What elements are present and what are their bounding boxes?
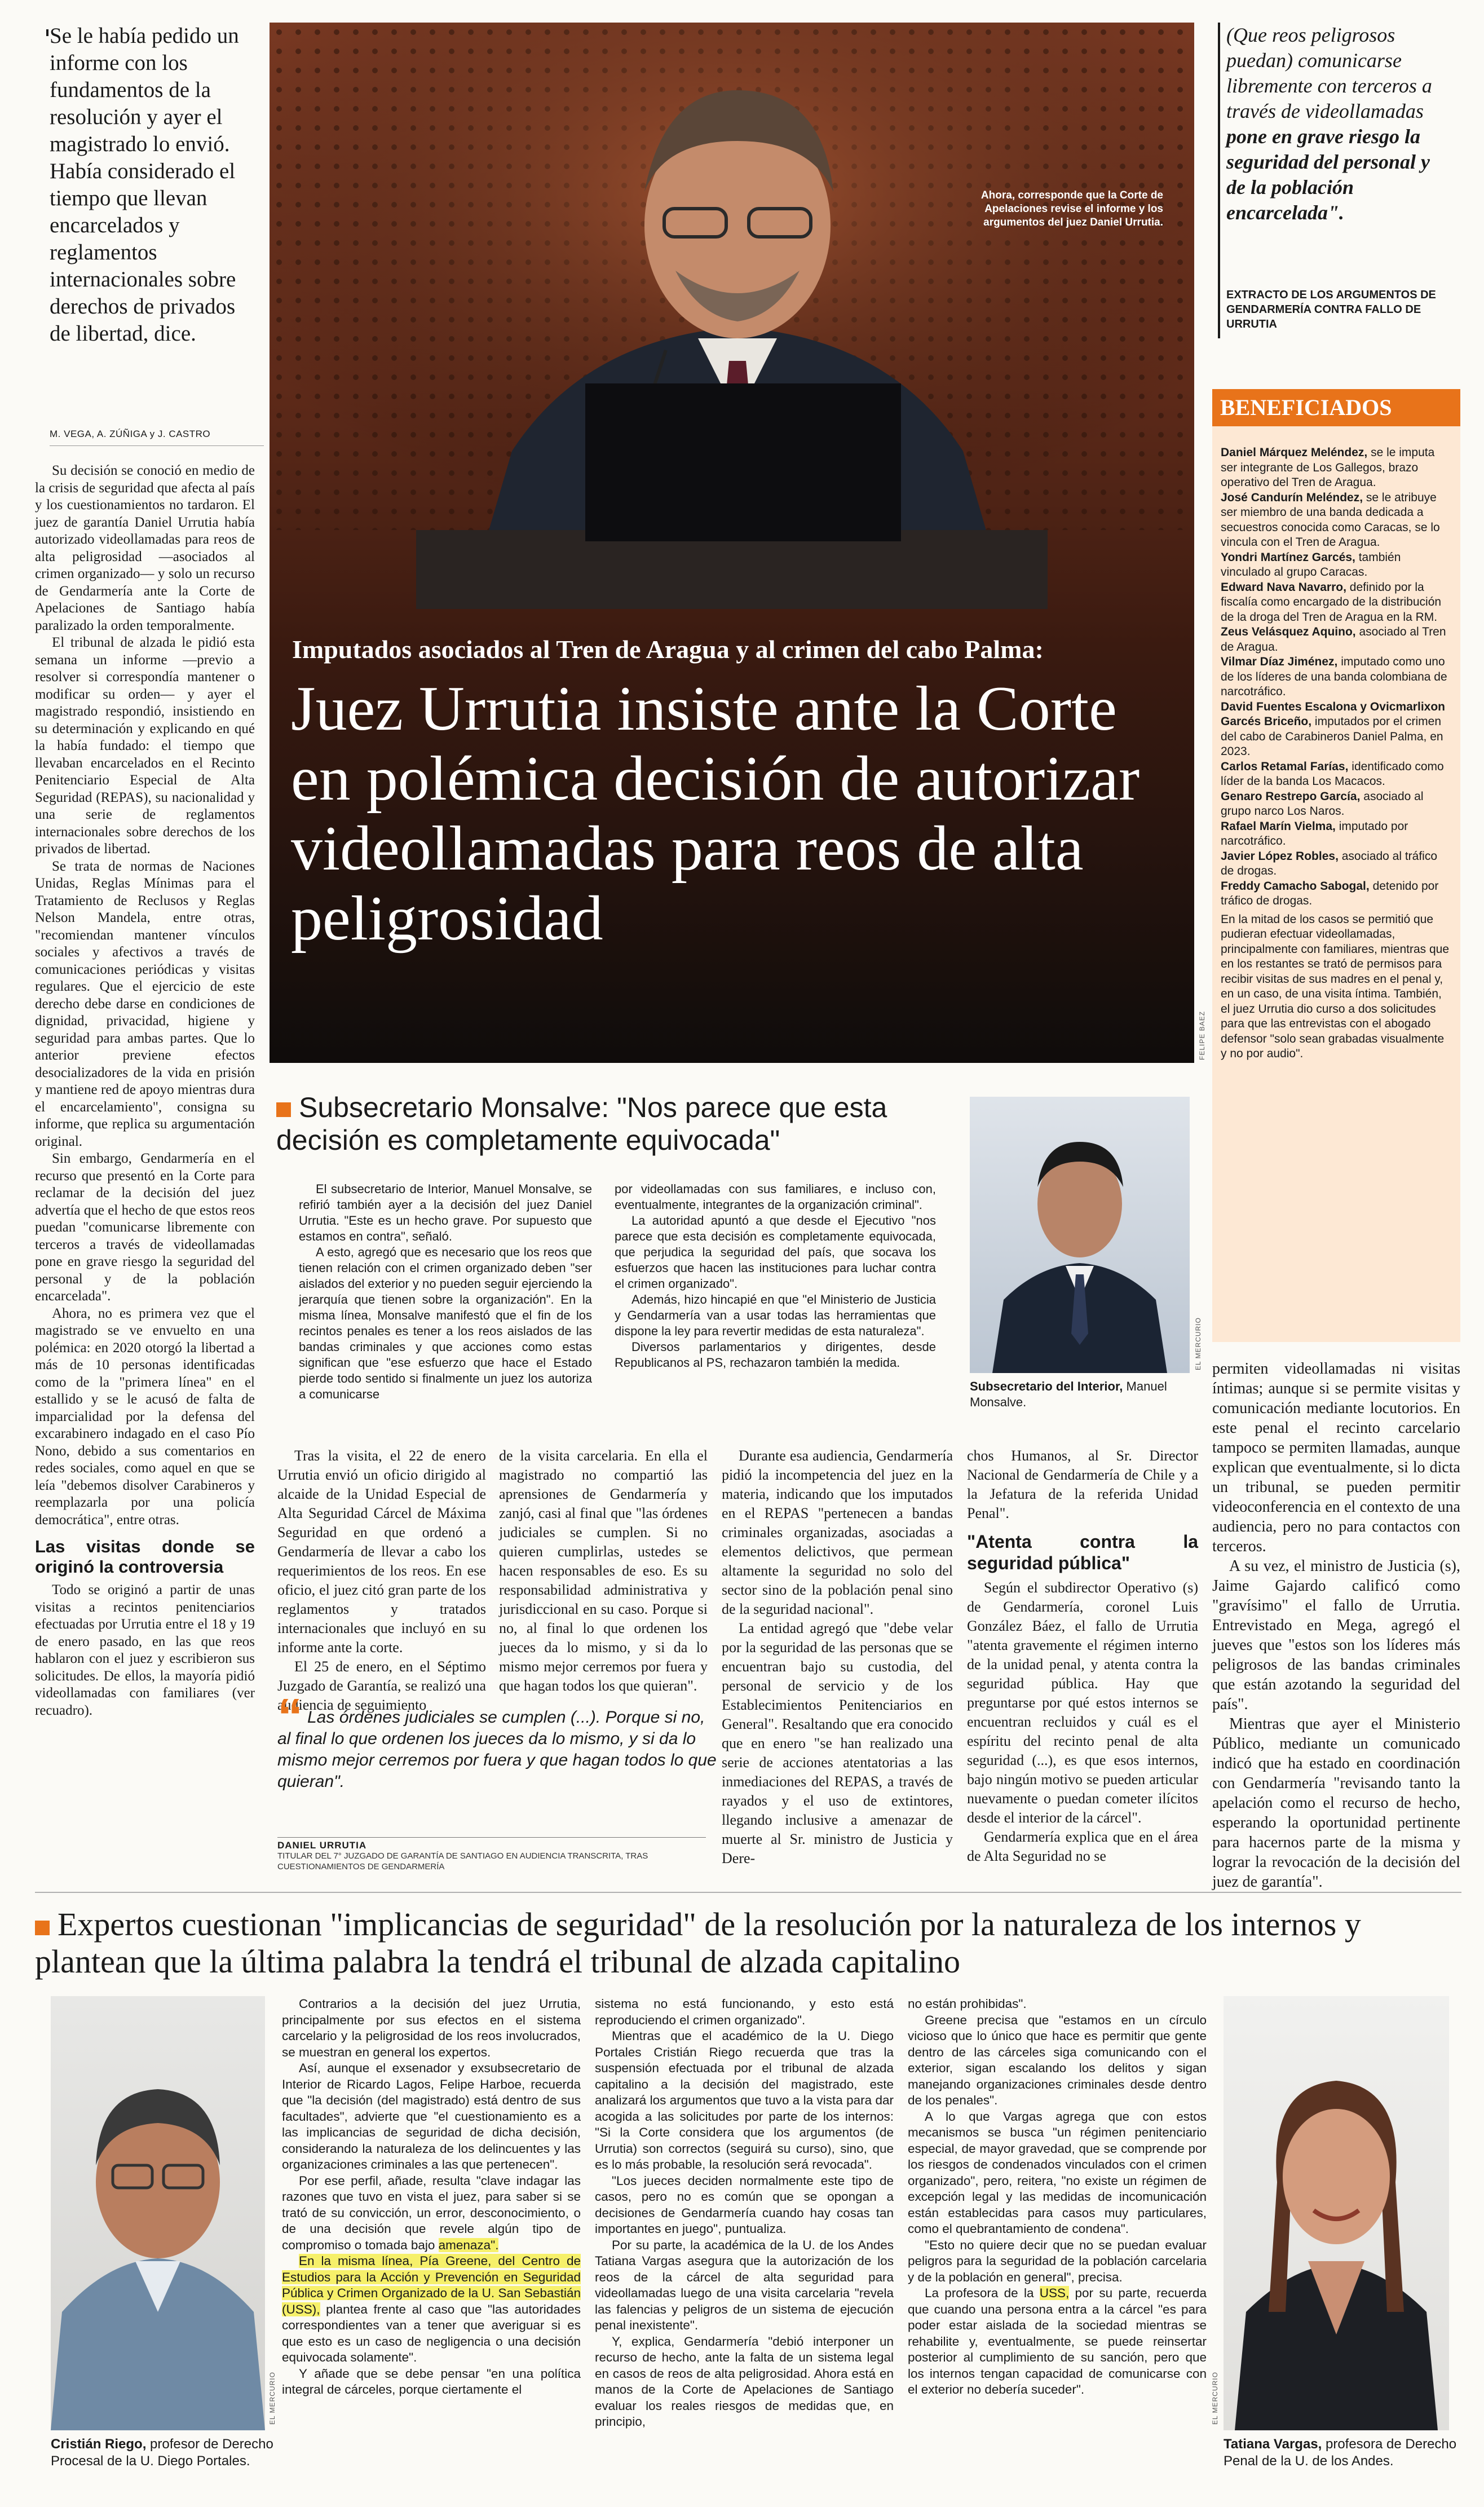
riego-caption: Cristián Riego, profesor de Derecho Procesal de la U. Diego Portales. — [51, 2437, 273, 2469]
left-column: Su decisión se conoció en medio de la crisis de seguridad que afecta al país y los cuestionamientos no tardaron. El juez de garantía Daniel Urrutia había autorizado videollamadas para reos de alta peligrosidad —asociados al crimen organizado— y solo un recurso de Gendarmería ante la Corte de Apelaciones de Santiago había paralizado la orden temporalmente. El tribunal de alzada le pidió esta semana un informe —previo a resolver si correspondía mantener o modificar su orden— y ayer el magistrado respondió, insistiendo en su determinación y explicando en qué la había fundado: el tiempo que llevaban encarcelados en el Recinto Penitenciario Especial de Alta Seguridad (REPAS), su nacionalidad y una serie de reglamentos internacionales sobre derechos de los privados de libertad. Se trata de normas de Naciones Unidas, Reglas Mínimas para el Tratamiento de Reclusos y Reglas Nelson Mandela, entre otras, "recomiendan mantener vínculos sociales y afectivos a través de comunicaciones periódicas y visitas regulares. Que el ejercicio de este derecho debe darse en condiciones de dignidad, privacidad, higiene y seguridad para ambas partes. Que lo anterior previene efectos desocializadores de la vida en prisión y mantiene red de apoyo mientras dura el encarcelamiento", consigna su informe, que replica su argumentación original. Sin embargo, Gendarmería en el recurso que presentó en la Corte para reclamar de la decisión del juez advertía que el hecho de que estos reos puedan "comunicarse libremente con terceros a través de videollamadas pone en grave riesgo la seguridad del personal y de la población encarcelada". Ahora, no es primera vez que el magistrado se ve envuelto en una polémica: en 2020 otorgó la libertad a más de 10 personas identificadas como de la "primera línea" en el estallido y se le acusó de falta de imparcialidad por la defensa del excarabinero indagado en el caso Pío Nono, debido a sus comentarios en redes sociales, como aquel en que se leía "debemos disolver Carabineros y reemplazarla por una policía democrática", entre otras. Las visitas donde se originó la controversia Todo se originó a partir de unas visitas a recintos penitenciarios efectuadas por Urrutia entre el 18 y 19 de enero pasado, en las que reos hablaron con el juez y escribieron sus solicitudes. De ellos, la mayoría pidió videollamadas con familiares (ver recuadro). — [35, 463, 255, 1718]
beneficiado: Javier López Robles, asociado al tráfico de drogas. — [1221, 849, 1438, 877]
beneficiado: Zeus Velásquez Aquino, asociado al Tren de Aragua. — [1221, 625, 1446, 654]
body-colE: permiten videollamadas ni visitas íntimas; aunque si se permite visitas y comunicación mediante locutorios. En este penal el recinto carcelario tampoco se permiten llamadas, aunque explican que eventualmente, si lo dicta un tribunal, se pueden permitir videoconferencia en el contexto de una audiencia, pero no para contactos con terceros. A su vez, el ministro de Justicia (s), Jaime Gajardo calificó como "gravísimo" el fallo de Urrutia. Entrevistado en Mega, agregó el jueves que "estos son los líderes más peligrosos de las bandas criminales que están azotando la seguridad del país". Mientras que ayer el Ministerio Público, mediante un comunicado indicó que ha estado en coordinación con Gendarmería "revisando tanto la apelación como el recurso de hecho, esperando la oportunidad pertinente para hacernos parte de la misma y lograr la revocación de la decisión del juez de garantía". — [1212, 1360, 1460, 1891]
beneficiado: José Candurín Meléndez, se le atribuye ser miembro de una banda dedicada a secuestros conocida como Caracas, se lo vincula con el Tren de Aragua. — [1221, 491, 1440, 549]
monsalve-illustration — [970, 1097, 1190, 1373]
vargas-caption: Tatiana Vargas, profesora de Derecho Penal de la U. de los Andes. — [1224, 2437, 1457, 2469]
monsalve-photo — [970, 1097, 1190, 1373]
riego-illustration — [51, 1996, 265, 2430]
hero-credit: FELIPE BAEZ — [1198, 1010, 1206, 1060]
section-divider — [35, 1892, 1461, 1893]
vargas-illustration — [1224, 1996, 1449, 2430]
beneficiado: Genaro Restrepo García, asociado al grupo narco Los Naros. — [1221, 789, 1424, 818]
pullquote-role: TITULAR DEL 7° JUZGADO DE GARANTÍA DE SANTIAGO EN AUDIENCIA TRANSCRITA, TRAS CUESTIONAMIENTOS DE GENDARMERÍA — [277, 1851, 648, 1872]
quote-mark-icon: “ — [277, 1689, 303, 1745]
experts-col3: no están prohibidas". Greene precisa que "estamos en un círculo vicioso que lo único que hace es permitir que gente dentro de las cárceles siga comunicando con el exterior, sigan escalando los delitos y sigan manejando organizaciones criminales desde dentro de los penales". A lo que Vargas agrega que con estos mecanismos se busca "un régimen penitenciario especial, de mayor gravedad, que se comprende por los riesgos de condenados vinculados con el crimen organizado", pero, reitera, "no existe un régimen de excepción legal y las medidas de incomunicación están establecidas para casos muy particulares, como el quebrantamiento de condena". "Esto no quiere decir que no se puedan evaluar peligros para la seguridad de la población carcelaria y de la población en general", precisa. La profesora de la USS, por su parte, recuerda que cuando una persona entra a la cárcel "es para poder estar aislada de la sociedad mientras se rehabilite y, eventualmente, se puede reinsertar posterior al cumplimiento de su sanción, pero que los internos tengan capacidad de comunicarse con el exterior no debería suceder". — [908, 1997, 1207, 2396]
quote-rule — [1218, 23, 1220, 338]
beneficiado: David Fuentes Escalona y Ovicmarlixon Garcés Briceño, imputados por el crimen del cabo de Carabineros Daniel Palma, en 2023. — [1221, 700, 1445, 758]
beneficiado: Vilmar Díaz Jiménez, imputado como uno de los líderes de una banda colombiana de narcotráfico. — [1221, 655, 1447, 698]
subhead-visitas: Las visitas donde se originó la controversia — [35, 1537, 255, 1577]
byline-rule — [50, 445, 264, 446]
monsalve-credit: EL MERCURIO — [1194, 1317, 1202, 1370]
experts-col2: sistema no está funcionando, y esto está reproduciendo el crimen organizado". Mientras que el académico de la U. Diego Portales Cristián Riego recuerda que tras la suspensión efectuada por el tribunal de alzada capitalino a la decisión del magistrado, este analizará los argumentos que tuvo a la vista para dar acogida a las solicitudes por parte de los internos: "Si la Corte considera que los argumentos (de Urrutia) son correctos (seguirá su curso), sino, que es lo más probable, la resolución será revocada". "Los jueces deciden normalmente este tipo de casos, pero no es común que se opongan a decisiones de Gendarmería cuando hay cosas tan importantes en juego", puntualiza. Por su parte, la académica de la U. de los Andes Tatiana Vargas asegura que la autorización de los reos de la cárcel de alta seguridad para videollamadas luego de una visita carcelaria "revela las falencias y peligros de un sistema de ejecución penal inexistente". Y, explica, Gendarmería "debió interponer un recurso de hecho, ante la falta de un sistema legal en casos de reos de alta peligrosidad. Ahora está en manos de la Corte de Apelaciones de Santiago evaluar los reales riesgos de medidas que, en principio, — [595, 1997, 894, 2429]
byline: M. VEGA, A. ZÚÑIGA y J. CASTRO — [50, 429, 211, 439]
subhead-atenta: "Atenta contra la seguridad pública" — [967, 1531, 1198, 1573]
hero-kicker: Imputados asociados al Tren de Aragua y al crimen del cabo Palma: — [292, 635, 1044, 664]
beneficiado: Daniel Márquez Meléndez, se le imputa ser integrante de Los Gallegos, brazo operativo del Tren de Aragua. — [1221, 446, 1435, 489]
hero-headline: Juez Urrutia insiste ante la Corte en polémica decisión de autorizar videollamadas para reos de alta peligrosidad — [291, 674, 1140, 954]
body-colA: Tras la visita, el 22 de enero Urrutia envió un oficio dirigido al alcaide de la Unidad Especial de Alta Seguridad Cárcel de Máxima Seguridad en que ordenó a Gendarmería de llevar a cabo los requerimientos de los reos. En ese oficio, el juez citó gran parte de los reglamentos y tratados internacionales que incluyó en su informe ante la corte. El 25 de enero, en el Séptimo Juzgado de Garantía, se realizó una audiencia de seguimiento — [277, 1447, 486, 1713]
body-colB: de la visita carcelaria. En ella el magistrado no compartió las aprensiones de Gendarmería y zanjó, casi al final que "las órdenes judiciales se cumplen. Si no quieren cumplirlas, ustedes se hacen responsables de eso. Es su responsabilidad administrativa y jurisdiccional en su caso. Porque si no, al final lo que ordenen los jueces da lo mismo, y si da lo mismo mejor cerremos por fuera y que hagan todos los que quieran". — [499, 1447, 708, 1694]
experts-credit-left: EL MERCURIO — [268, 2372, 276, 2425]
experts-col1: Contrarios a la decisión del juez Urrutia, principalmente por sus efectos en el sistema carcelario y la peligrosidad de los reos involucrados, se muestran en general los expertos. Así, aunque el exsenador y exsubsecretario de Interior de Ricardo Lagos, Felipe Harboe, recuerda que "la decisión (del magistrado) está dentro de sus facultades", advierte que "el cuestionamiento es a las implicancias de seguridad de dicha decisión, considerando la naturaleza de los delincuentes y las organizaciones criminales a las que pertenecen". Por ese perfil, añade, resulta "clave indagar las razones que tuvo en vista el juez, para saber si se trató de su convicción, un error, desconocimiento, o de una decisión que revele algún tipo de compromiso o tomada bajo amenaza". En la misma línea, Pía Greene, del Centro de Estudios para la Acción y Prevención en Seguridad Pública y Crimen Organizado de la U. San Sebastián (USS), plantea frente al caso que "las autoridades correspondientes van a tener que averiguar si es que esto es un caso de negligencia o una decisión equivocada solamente". Y añade que se debe pensar "en una política integral de cárceles, porque ciertamente el — [282, 1997, 581, 2396]
section-bullet — [35, 1921, 50, 1935]
beneficiados-list — [1221, 445, 1452, 1062]
beneficiado: Yondri Martínez Garcés, también vinculado al grupo Caracas. — [1221, 550, 1401, 579]
experts-headline: Expertos cuestionan "implicancias de seguridad" de la resolución por la naturaleza de los internos y plantean que la última palabra la tendrá el tribunal de alzada capitalino — [35, 1906, 1361, 1980]
beneficiado: Edward Nava Navarro, definido por la fiscalía como encargado de la distribución de la droga del Tren de Aragua en la RM. — [1221, 580, 1442, 624]
experts-credit-right: EL MERCURIO — [1211, 2372, 1219, 2425]
riego-photo — [51, 1996, 265, 2430]
urrutia-pullquote: “ Las órdenes judiciales se cumplen (...). Porque si no, al final lo que ordenen los jueces da lo mismo, y si da lo mismo mejor cerremos por fuera y que hagan todos lo que quieran". — [277, 1689, 717, 1791]
beneficiado: Carlos Retamal Farías, identificado como líder de la banda Los Macacos. — [1221, 760, 1444, 788]
monsalve-col1: El subsecretario de Interior, Manuel Monsalve, se refirió también ayer a la decisión del juez Daniel Urrutia. "Este es un hecho grave. Por supuesto que estamos en contra", señaló. A esto, agregó que es necesario que los reos que tienen relación con el crimen organizado deben "ser aislados del exterior y no pueden seguir ejerciendo la jerarquía que tienen sobre la organización". En la misma línea, Monsalve manifestó que el fin de los recintos penales es tener a los reos aislados de las bandas criminales y que acciones como estas significan que "ese esfuerzo que hace el Estado pierde todo sentido si finalmente un juez los autoriza a comunicarse — [299, 1182, 592, 1401]
beneficiados-closing: En la mitad de los casos se permitió que pudieran efectuar videollamadas, principalmente con familiares, mientras que en los restantes se trató de permisos para recibir visitas de sus madres en el penal y, en un caso, de una visita íntima. También, el juez Urrutia dio curso a dos solicitudes para que las entrevistas con el abogado defensor "solo sean grabadas visualmente y no por audio". — [1221, 912, 1450, 1060]
section-bullet — [276, 1102, 291, 1117]
intro-quote: Se le había pedido un informe con los fundamentos de la resolución y ayer el magistrado lo envió. Había considerado el tiempo que llevan encarcelados y reglamentos internacionales sobre derechos de privados de libertad, dice. — [50, 24, 239, 346]
gendarmeria-quote: (Que reos peligrosos puedan) comunicarse libremente con terceros a través de videollamadas pone en grave riesgo la seguridad del personal y de la población encarcelada". — [1226, 24, 1432, 224]
hero-photo-caption: Ahora, corresponde que la Corte de Apelaciones revise el informe y los argumentos del juez Daniel Urrutia. — [980, 189, 1163, 228]
beneficiado: Freddy Camacho Sabogal, detenido por tráfico de drogas. — [1221, 879, 1439, 907]
monsalve-caption: Subsecretario del Interior, Manuel Monsalve. — [970, 1379, 1167, 1409]
beneficiados-title: BENEFICIADOS — [1212, 389, 1460, 426]
gendarmeria-quote-source: EXTRACTO DE LOS ARGUMENTOS DE GENDARMERÍA CONTRA FALLO DE URRUTIA — [1226, 289, 1436, 330]
beneficiado: Rafael Marín Vielma, imputado por narcotráfico. — [1221, 819, 1408, 848]
intro-rule — [46, 29, 48, 36]
body-colC: Durante esa audiencia, Gendarmería pidió la incompetencia del juez en la materia, indicando que los imputados en el REPAS "pertenecen a bandas criminales organizadas, asociadas a elementos delictivos, que permean altamente la seguridad no solo del sector sino de la población penal sino de la seguridad nacional". La entidad agregó que "debe velar por la seguridad de las personas que se encuentran bajo su custodia, del personal de servicio y de los Establecimientos Penitenciarios en General". Resaltando que era conocido que en enero "se han realizado una serie de acciones atentatorias a las inmediaciones del REPAS, a través de rayados y el uso de extintores, llegando inclusive a amenazar de muerte al Sr. ministro de Justicia y Dere- — [722, 1447, 953, 1866]
monsalve-headline: Subsecretario Monsalve: "Nos parece que esta decisión es completamente equivocada" — [276, 1092, 887, 1156]
pullquote-source: DANIEL URRUTIA — [277, 1837, 706, 1851]
vargas-photo — [1224, 1996, 1449, 2430]
monsalve-col2: por videollamadas con sus familiares, e incluso con, eventualmente, integrantes de la organización criminal". La autoridad apuntó a que desde el Ejecutivo "nos parece que esta decisión es completamente equivocada, que perjudica la seguridad del país, que socava los esfuerzos que hacen las instituciones para luchar contra el crimen organizado". Además, hizo hincapié en que "el Ministerio de Justicia y Gendarmería van a usar todas las herramientas que dispone la ley para revertir medidas de esta naturaleza". Diversos parlamentarios y dirigentes, desde Republicanos al PS, rechazaron también la medida. — [615, 1182, 936, 1370]
body-colD: chos Humanos, al Sr. Director Nacional de Gendarmería de Chile y a la Jefatura de la referida Unidad Penal". "Atenta contra la seguridad pública" Según el subdirector Operativo (s) de Gendarmería, coronel Luis González Báez, el fallo de Urrutia "atenta gravemente el régimen interno de la unidad penal, y atenta contra la seguridad pública. Hay que preguntarse por qué estos internos se encuentran recluidos y cuál es el espíritu del recinto penal de alta seguridad (...), es que esos internos, bajo ningún motivo se pueden articular nuevamente o puedan cometer ilícitos desde el interior de la cárcel". Gendarmería explica que en el área de Alta Seguridad no se — [967, 1447, 1198, 1864]
hero-photo — [270, 23, 1194, 1063]
